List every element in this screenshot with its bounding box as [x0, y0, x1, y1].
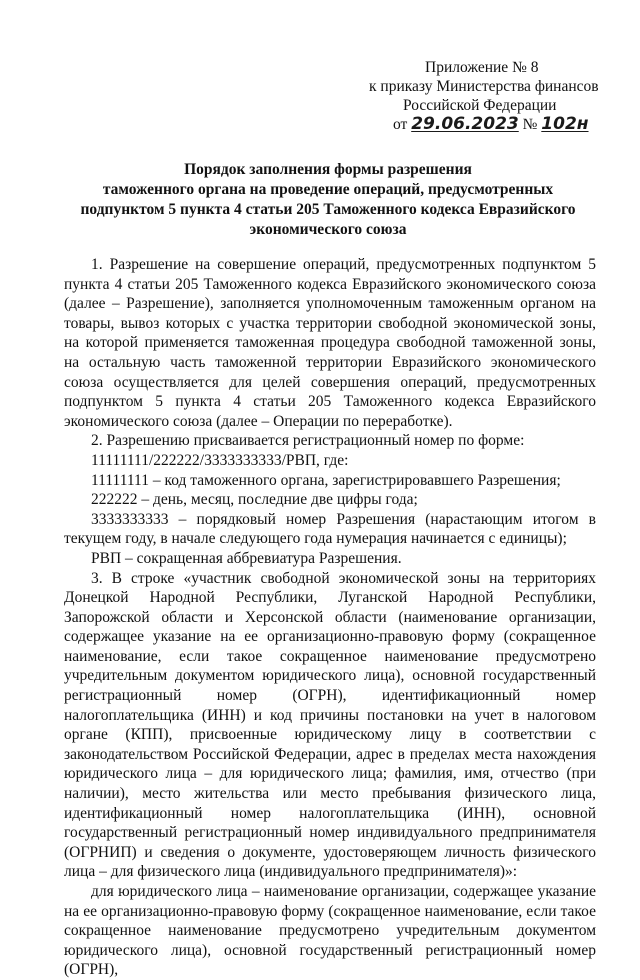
annex-date-line [340, 115, 590, 134]
title-line-3: подпунктом 5 пункта 4 статьи 205 Таможенного кодекса Евразийского [80, 201, 576, 218]
paragraph-3: 3. В строке «участник свободной экономической зоны на территориях Донецкой Народной Республики, Луганской Народной Республики, Запорожской области и Херсонской области (наименование организации, содержащее указание на ее организационно-правовую форму (сокращенное наименование, если такое сокращенное наименование предусмотрено учредительным документом юридического лица), основной государственный регистрационный номер (ОГРН), идентификационный номер налогоплательщика (ИНН) и код причины постановки на учет в налоговом органе (КПП), присвоенные юридическому лицу в соответствии с законодательством Российской Федерации, адрес в пределах места нахождения юридического лица – для юридического лица; фамилия, имя, отчество (при наличии), место жительства или место пребывания физического лица, идентификационный номер налогоплательщика (ИНН), основной государственный регистрационный номер индивидуального предпринимателя (ОГРНИП) и сведения о документе, удостоверяющем личность физического лица – для физического лица (индивидуального предпринимателя)»: [64, 569, 596, 881]
title-line-2: таможенного органа на проведение операций, предусмотренных [102, 181, 554, 198]
format-part-1: 11111111 – код таможенного органа, зарегистрировавшего Разрешения; [91, 471, 561, 489]
format-part-2: 222222 – день, месяц, последние две цифры года; [91, 491, 418, 509]
document-body [64, 255, 596, 980]
paragraph-1: 1. Разрешение на совершение операций, предусмотренных подпунктом 5 пункта 4 статьи 205 Таможенного кодекса Евразийского экономического союза (далее – Разрешение), заполняется уполномоченным таможенным органом на товары, вывоз которых с участка территории свободной экономической зоны, на которой применяется таможенная процедура свободной таможенной зоны, на остальную часть таможенной территории Евразийского экономического союза осуществляется для целей совершения операций, предусмотренных подпунктом 5 пункта 4 статьи 205 Таможенного кодекса Евразийского экономического союза (далее – Операции по переработке). [64, 256, 596, 430]
annex-federation: Российской Федерации [403, 97, 557, 114]
handwritten-date: 29.06.2023 [411, 114, 519, 134]
handwritten-order-number: 102н [541, 114, 589, 134]
annex-order-reference: к приказу Министерства финансов [369, 78, 599, 95]
annex-header [340, 58, 599, 134]
paragraph-2: 2. Разрешению присваивается регистрационный номер по форме: [91, 432, 525, 450]
annex-number: Приложение № 8 [425, 59, 539, 76]
paragraph-legal-entity: для юридического лица – наименование организации, содержащее указание на ее организационно-правовую форму (сокращенное наименование, если такое сокращенное наименование предусмотрено учредительным документом юридического лица), основной государственный регистрационный номер (ОГРН), [64, 883, 596, 979]
format-part-3: 3333333333 – порядковый номер Разрешения (нарастающим итогом в текущем году, в начале следующего года нумерация начинается с единицы); [64, 510, 596, 548]
date-prefix: от [393, 116, 408, 133]
registration-format: 11111111/222222/3333333333/РВП, где: [91, 451, 349, 469]
title-line-1: Порядок заполнения формы разрешения [184, 161, 472, 178]
number-sign: № [522, 116, 538, 133]
title-line-4: экономического союза [249, 221, 407, 238]
format-part-4: РВП – сокращенная аббревиатура Разрешения. [91, 549, 402, 567]
document-title [60, 160, 596, 240]
